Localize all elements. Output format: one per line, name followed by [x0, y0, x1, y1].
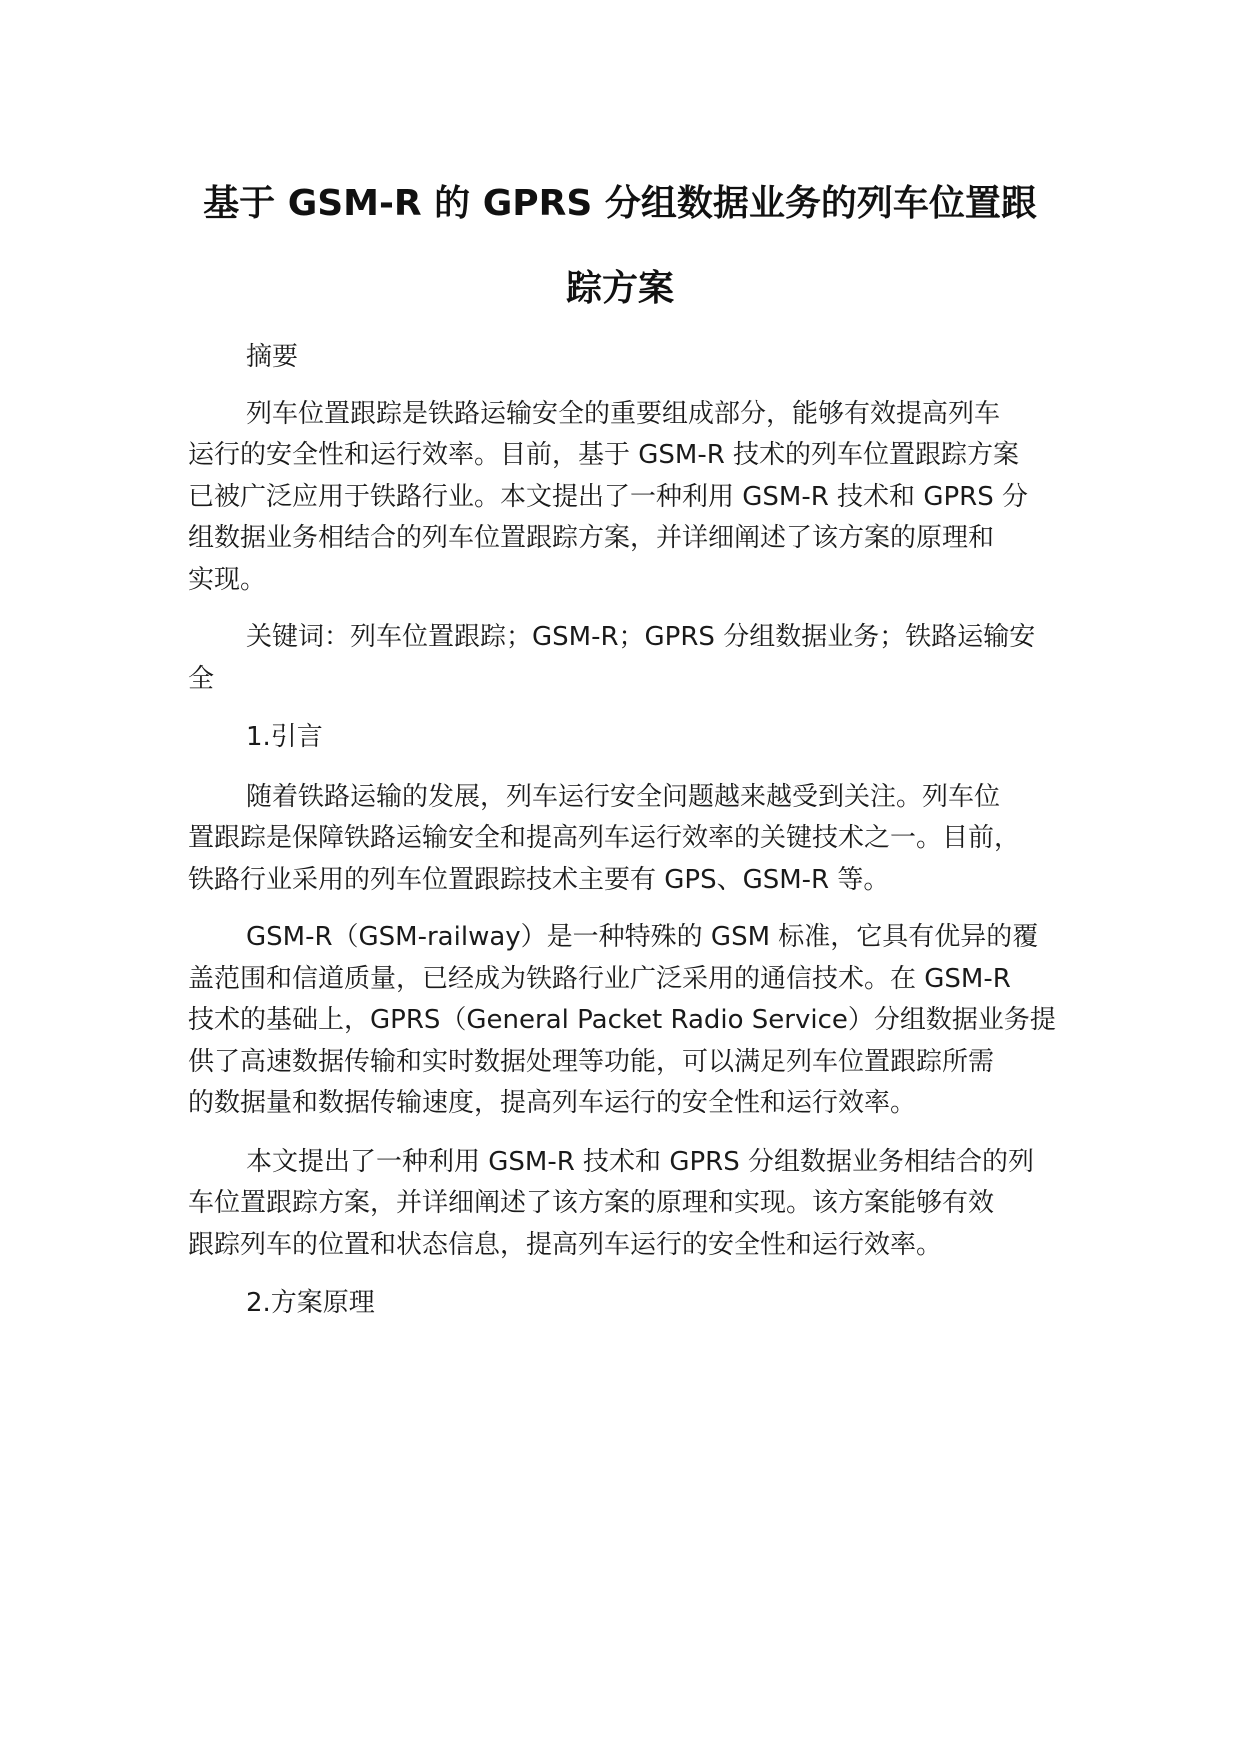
abstract-line: 列车位置跟踪是铁路运输安全的重要组成部分，能够有效提高列车	[246, 399, 1001, 429]
paragraph-line: 铁路行业采用的列车位置跟踪技术主要有 GPS、GSM-R 等。	[188, 865, 890, 895]
abstract-heading: 摘要	[246, 342, 299, 372]
paragraph-line: 置跟踪是保障铁路运输安全和提高列车运行效率的关键技术之一。目前，	[188, 823, 1021, 853]
paragraph-line: 盖范围和信道质量，已经成为铁路行业广泛采用的通信技术。在 GSM-R	[188, 964, 1011, 994]
keywords-line: 关键词：列车位置跟踪；GSM-R；GPRS 分组数据业务；铁路运输安	[246, 622, 1036, 652]
abstract-line: 实现。	[188, 565, 267, 595]
abstract-line: 运行的安全性和运行效率。目前，基于 GSM-R 技术的列车位置跟踪方案	[188, 440, 1020, 470]
abstract-line: 已被广泛应用于铁路行业。本文提出了一种利用 GSM-R 技术和 GPRS 分	[188, 482, 1028, 512]
document-title-line-1: 基于 GSM-R 的 GPRS 分组数据业务的列车位置跟	[203, 183, 1037, 224]
document-title-line-2: 踪方案	[565, 268, 674, 309]
paragraph-line: 跟踪列车的位置和状态信息，提高列车运行的安全性和运行效率。	[188, 1230, 943, 1260]
paragraph-line: 的数据量和数据传输速度，提高列车运行的安全性和运行效率。	[188, 1088, 917, 1118]
paragraph-line: 供了高速数据传输和实时数据处理等功能，可以满足列车位置跟踪所需	[188, 1047, 995, 1077]
section-heading-introduction: 1.引言	[246, 722, 323, 752]
paragraph-line: GSM-R（GSM-railway）是一种特殊的 GSM 标准，它具有优异的覆	[246, 922, 1039, 952]
paragraph-line: 技术的基础上，GPRS（General Packet Radio Service）分组数据业务提	[188, 1005, 1056, 1035]
abstract-line: 组数据业务相结合的列车位置跟踪方案，并详细阐述了该方案的原理和	[188, 523, 995, 553]
paragraph-line: 本文提出了一种利用 GSM-R 技术和 GPRS 分组数据业务相结合的列	[246, 1147, 1034, 1177]
paragraph-line: 随着铁路运输的发展，列车运行安全问题越来越受到关注。列车位	[246, 782, 1001, 812]
keywords-line: 全	[188, 664, 215, 694]
paragraph-line: 车位置跟踪方案，并详细阐述了该方案的原理和实现。该方案能够有效	[188, 1188, 995, 1218]
section-heading-principle: 2.方案原理	[246, 1288, 375, 1318]
